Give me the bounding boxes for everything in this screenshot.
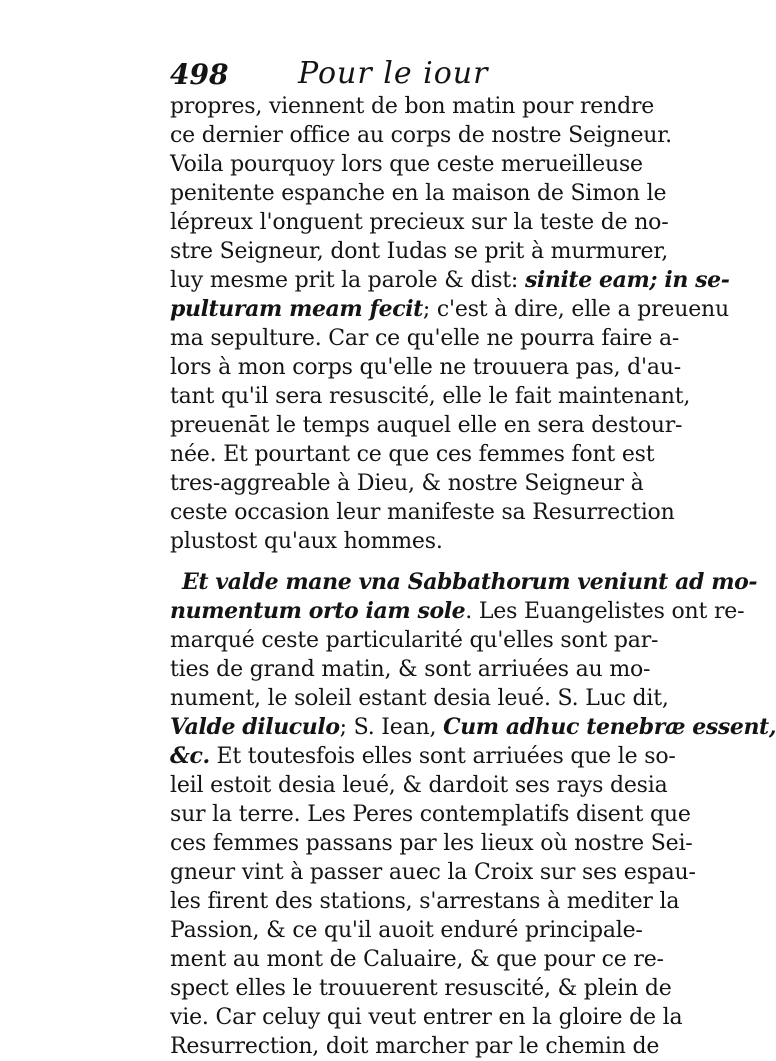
text-run: marqué ceste particularité qu'elles sont par- <box>170 628 659 653</box>
text-line <box>170 121 672 150</box>
text-line <box>170 916 643 945</box>
page-header <box>170 52 590 96</box>
text-line <box>170 597 745 626</box>
text-run: tant qu'il sera resuscité, elle le fait maintenant, <box>170 384 691 409</box>
text-line <box>170 800 691 829</box>
running-head: Pour le iour <box>298 56 489 91</box>
text-run: ; S. Iean, <box>339 715 444 740</box>
text-line <box>170 498 675 527</box>
text-line <box>170 237 669 266</box>
text-line <box>170 771 668 800</box>
latin-quote: Valde diluculo <box>170 714 340 740</box>
text-run: ties de grand matin, & sont arriuées au mo- <box>170 657 651 682</box>
text-line <box>170 684 669 713</box>
text-run: ; c'est à dire, elle a preuenu <box>422 297 729 322</box>
text-run: . Les Euangelistes ont re- <box>465 599 745 624</box>
text-line <box>170 887 680 916</box>
text-run: stre Seigneur, dont Iudas se prit à murmurer, <box>170 239 669 264</box>
text-line <box>170 324 680 353</box>
text-line <box>170 945 664 974</box>
text-line <box>170 411 683 440</box>
text-run: les firent des stations, s'arrestans à mediter la <box>170 889 680 914</box>
text-line <box>170 208 669 237</box>
text-run: luy mesme prit la parole & dist: <box>170 268 525 293</box>
text-run: Et toutesfois elles sont arriuées que le so- <box>209 744 676 769</box>
text-line <box>170 655 651 684</box>
text-line <box>170 1032 660 1061</box>
text-line <box>170 295 729 324</box>
text-run: ce dernier office au corps de nostre Seigneur. <box>170 123 672 148</box>
text-run: leil estoit desia leué, & dardoit ses rays desia <box>170 773 668 798</box>
text-line <box>170 713 776 742</box>
text-line <box>170 974 672 1003</box>
text-run: spect elles le trouuerent resuscité, & plein de <box>170 976 672 1001</box>
text-run: Resurrection, doit marcher par le chemin de <box>170 1034 660 1059</box>
text-run: vie. Car celuy qui veut entrer en la gloire de la <box>170 1005 683 1030</box>
text-run: ceste occasion leur manifeste sa Resurrection <box>170 500 675 525</box>
text-run: tres-aggreable à Dieu, & nostre Seigneur à <box>170 471 644 496</box>
text-line <box>170 1003 683 1032</box>
text-line <box>170 742 676 771</box>
text-line <box>170 353 682 382</box>
text-run: née. Et pourtant ce que ces femmes font est <box>170 442 655 467</box>
text-run: ces femmes passans par les lieux où nostre Sei- <box>170 831 693 856</box>
text-line <box>170 527 590 556</box>
latin-quote: sinite eam; in se- <box>524 267 730 293</box>
text-run: Voila pourquoy lors que ceste merueilleuse <box>170 152 643 177</box>
text-run: lépreux l'onguent precieux sur la teste de no- <box>170 210 669 235</box>
latin-quote: Et valde mane vna Sabbathorum veniunt ad mo- <box>182 569 758 595</box>
text-run: gneur vint à passer auec la Croix sur ses espau- <box>170 860 696 885</box>
text-run: lors à mon corps qu'elle ne trouuera pas, d'au- <box>170 355 682 380</box>
text-line <box>170 179 667 208</box>
text-run: preuenāt le temps auquel elle en sera destour- <box>170 413 683 438</box>
latin-quote: &c. <box>170 743 210 769</box>
text-line <box>170 829 693 858</box>
body-text <box>170 92 776 1061</box>
text-line <box>170 150 643 179</box>
text-run: ment au mont de Caluaire, & que pour ce re- <box>170 947 664 972</box>
text-run: Passion, & ce qu'il auoit enduré principale- <box>170 918 643 943</box>
latin-quote: numentum orto iam sole <box>170 598 466 624</box>
latin-quote: pulturam meam fecit <box>170 296 423 322</box>
paragraph-2 <box>170 568 776 1061</box>
paragraph-1 <box>170 92 730 556</box>
text-run: sur la terre. Les Peres contemplatifs disent que <box>170 802 691 827</box>
text-run: plustost qu'aux hommes. <box>170 529 443 554</box>
latin-quote: Cum adhuc tenebræ essent, <box>443 714 776 740</box>
text-run: penitente espanche en la maison de Simon le <box>170 181 667 206</box>
paragraph-gap <box>170 556 590 568</box>
text-run: propres, viennent de bon matin pour rendre <box>170 94 655 119</box>
text-run: nument, le soleil estant desia leué. S. Luc dit, <box>170 686 669 711</box>
text-line <box>170 382 691 411</box>
page-number: 498 <box>170 58 229 91</box>
text-line <box>170 469 644 498</box>
text-line <box>170 858 696 887</box>
text-line <box>170 266 730 295</box>
text-line <box>170 568 758 597</box>
text-line <box>170 92 655 121</box>
text-line <box>170 626 659 655</box>
text-run: ma sepulture. Car ce qu'elle ne pourra faire a- <box>170 326 680 351</box>
text-line <box>170 440 655 469</box>
